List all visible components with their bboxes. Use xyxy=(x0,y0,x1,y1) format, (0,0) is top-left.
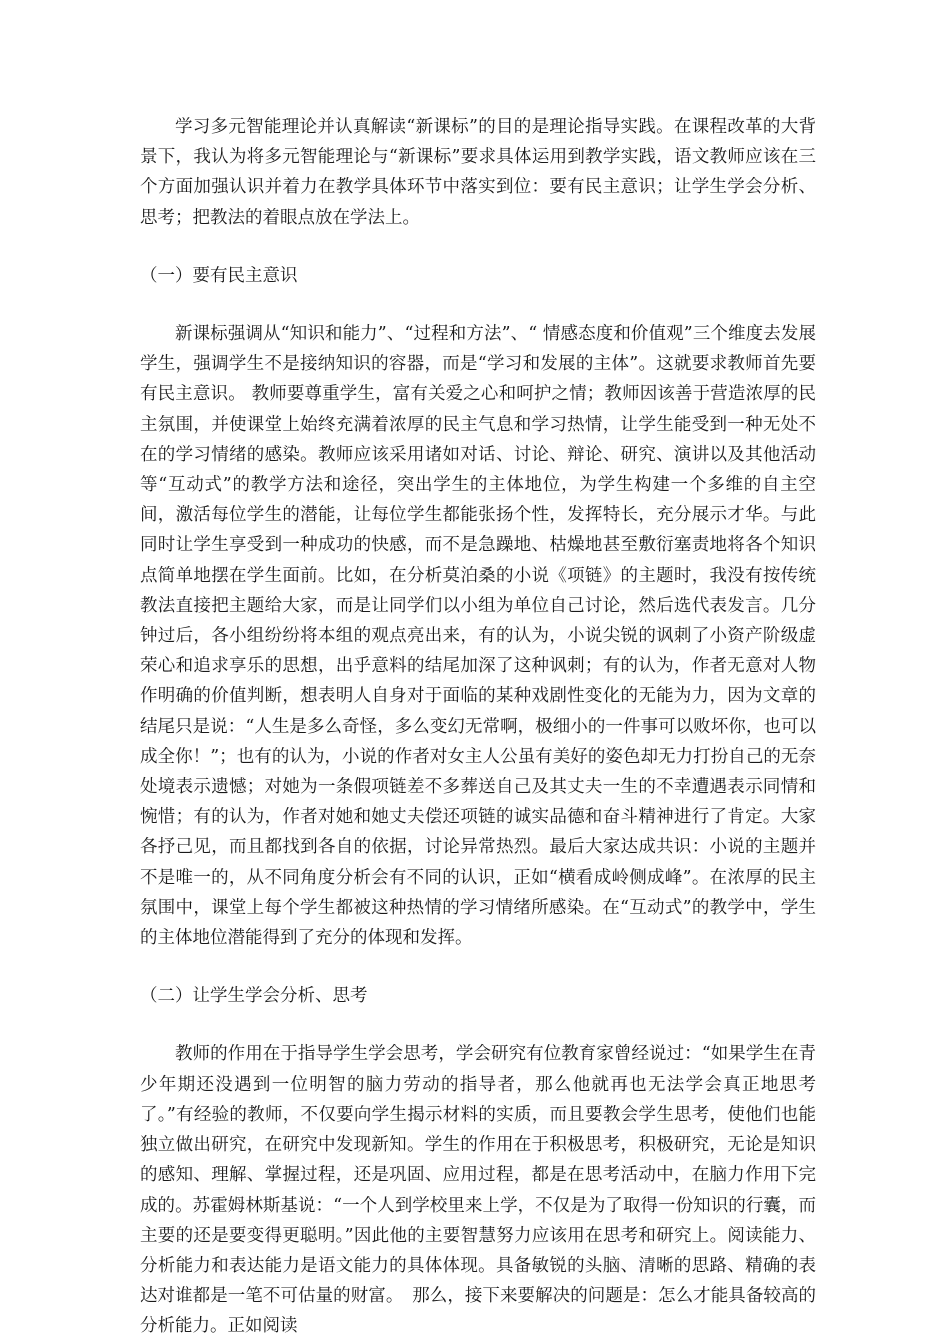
section-heading-democracy: （一）要有民主意识 xyxy=(140,265,298,286)
section-paragraph-democracy: 新课标强调从“知识和能力”、“过程和方法”、“ 情感态度和价值观”三个维度去发展学生，强调学生不是接纳知识的容器，而是“学习和发展的主体”。这就要求教师首先要有民主意识。 教师要尊重学生，富有关爱之心和呵护之情；教师因该善于营造浓厚的民主氛围，并使课堂上始终充满着浓厚的民主气息和学习热情，让学生能受到一种无处不在的学习情绪的感染。教师应该采用诸如对话、讨论、辩论、研究、演讲以及其他活动等“互动式”的教学方法和途径，突出学生的主体地位，为学生构建一个多维的自主空间，激活每位学生的潜能，让每位学生都能张扬个性，发挥特长，充分展示才华。与此同时让学生享受到一种成功的快感，而不是急躁地、枯燥地甚至敷衍塞责地将各个知识点简单地摆在学生面前。比如，在分析莫泊桑的小说《项链》的主题时，我没有按传统教法直接把主题给大家，而是让同学们以小组为单位自己讨论，然后选代表发言。几分钟过后，各小组纷纷将本组的观点亮出来，有的认为，小说尖锐的讽刺了小资产阶级虚荣心和追求享乐的思想，出乎意料的结尾加深了这种讽刺；有的认为，作者无意对人物作明确的价值判断，想表明人自身对于面临的某种戏剧性变化的无能为力，因为文章的结尾只是说：“人生是多么奇怪，多么变幻无常啊，极细小的一件事可以败坏你，也可以成全你！”；也有的认为，小说的作者对女主人公虽有美好的姿色却无力打扮自己的无奈处境表示遗憾；对她为一条假项链差不多葬送自己及其丈夫一生的不幸遭遇表示同情和惋惜；有的认为，作者对她和她丈夫偿还项链的诚实品德和奋斗精神进行了肯定。大家各抒己见，而且都找到各自的依据，讨论异常热烈。最后大家达成共识：小说的主题并不是唯一的，从不同角度分析会有不同的认识，正如“横看成岭侧成峰”。在浓厚的民主氛围中，课堂上每个学生都被这种热情的学习情绪所感染。在“互动式”的教学中，学生的主体地位潜能得到了充分的体现和发挥。 xyxy=(140,324,816,949)
intro-paragraph: 学习多元智能理论并认真解读“新课标”的目的是理论指导实践。在课程改革的大背景下，我认为将多元智能理论与“新课标”要求具体运用到教学实践，语文教师应该在三个方面加强认识并着力在教学具体环节中落实到位：要有民主意识；让学生学会分析、思考；把教法的着眼点放在学法上。 xyxy=(140,117,816,228)
section-paragraph-thinking: 教师的作用在于指导学生学会思考，学会研究有位教育家曾经说过：“如果学生在青少年期还没遇到一位明智的脑力劳动的指导者，那么他就再也无法学会真正地思考了。”有经验的教师，不仅要向学生揭示材料的实质，而且要教会学生思考，使他们也能独立做出研究，在研究中发现新知。学生的作用在于积极思考，积极研究，无论是知识的感知、理解、掌握过程，还是巩固、应用过程，都是在思考活动中，在脑力作用下完成的。苏霍姆林斯基说：“一个人到学校里来上学，不仅是为了取得一份知识的行囊，而主要的还是要变得更聪明。”因此他的主要智慧努力应该用在思考和研究上。阅读能力、分析能力和表达能力是语文能力的具体体现。具备敏锐的头脑、清晰的思路、精确的表达对谁都是一笔不可估量的财富。 那么，接下来要解决的问题是：怎么才能具备较高的分析能力。正如阅读 xyxy=(140,1044,816,1337)
document-body xyxy=(140,112,816,1342)
section-heading-thinking: （二）让学生学会分析、思考 xyxy=(140,986,368,1007)
